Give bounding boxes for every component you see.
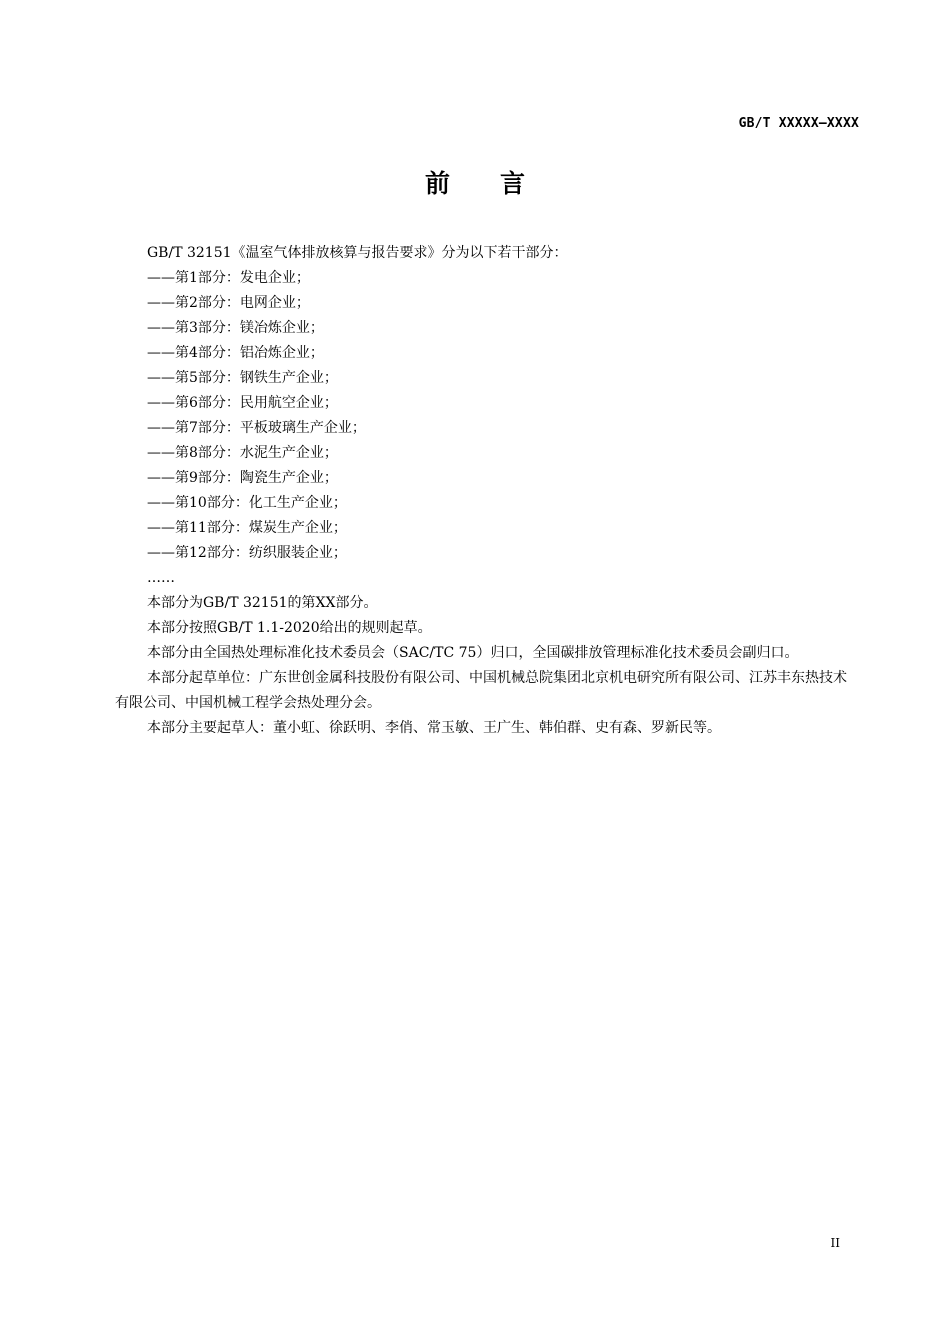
part-item: ——第5部分：钢铁生产企业； [147, 370, 338, 386]
paragraph-drafters: 本部分主要起草人：董小虹、徐跃明、李俏、常玉敏、王广生、韩伯群、史有森、罗新民等。 [147, 720, 721, 736]
part-item: ——第3部分：镁冶炼企业； [147, 320, 324, 336]
part-item: ——第1部分：发电企业； [147, 270, 310, 286]
part-item: ——第7部分：平板玻璃生产企业； [147, 420, 366, 436]
page-title: 前 言 [424, 169, 525, 198]
paragraph-drafting-rules: 本部分按照GB/T 1.1-2020给出的规则起草。 [147, 620, 432, 636]
part-item: ——第12部分：纺织服装企业； [147, 545, 347, 561]
intro-paragraph: GB/T 32151《温室气体排放核算与报告要求》分为以下若干部分： [147, 245, 568, 261]
part-item: ——第4部分：铝冶炼企业； [147, 345, 324, 361]
document-number: GB/T XXXXX—XXXX [738, 116, 859, 131]
part-item: ——第11部分：煤炭生产企业； [147, 520, 347, 536]
page-number: II [830, 1236, 840, 1250]
part-item: ——第9部分：陶瓷生产企业； [147, 470, 338, 486]
part-item: ——第6部分：民用航空企业； [147, 395, 338, 411]
part-item: ——第8部分：水泥生产企业； [147, 445, 338, 461]
paragraph-part-number: 本部分为GB/T 32151的第XX部分。 [147, 595, 378, 611]
ellipsis: …… [147, 570, 175, 586]
foreword-body [115, 241, 860, 741]
part-item: ——第10部分：化工生产企业； [147, 495, 347, 511]
paragraph-committee: 本部分由全国热处理标准化技术委员会（SAC/TC 75）归口，全国碳排放管理标准化技术委员会副归口。 [147, 645, 799, 661]
part-item: ——第2部分：电网企业； [147, 295, 310, 311]
paragraph-drafting-units: 本部分起草单位：广东世创金属科技股份有限公司、中国机械总院集团北京机电研究所有限公司、江苏丰东热技术有限公司、中国机械工程学会热处理分会。 [115, 670, 847, 711]
